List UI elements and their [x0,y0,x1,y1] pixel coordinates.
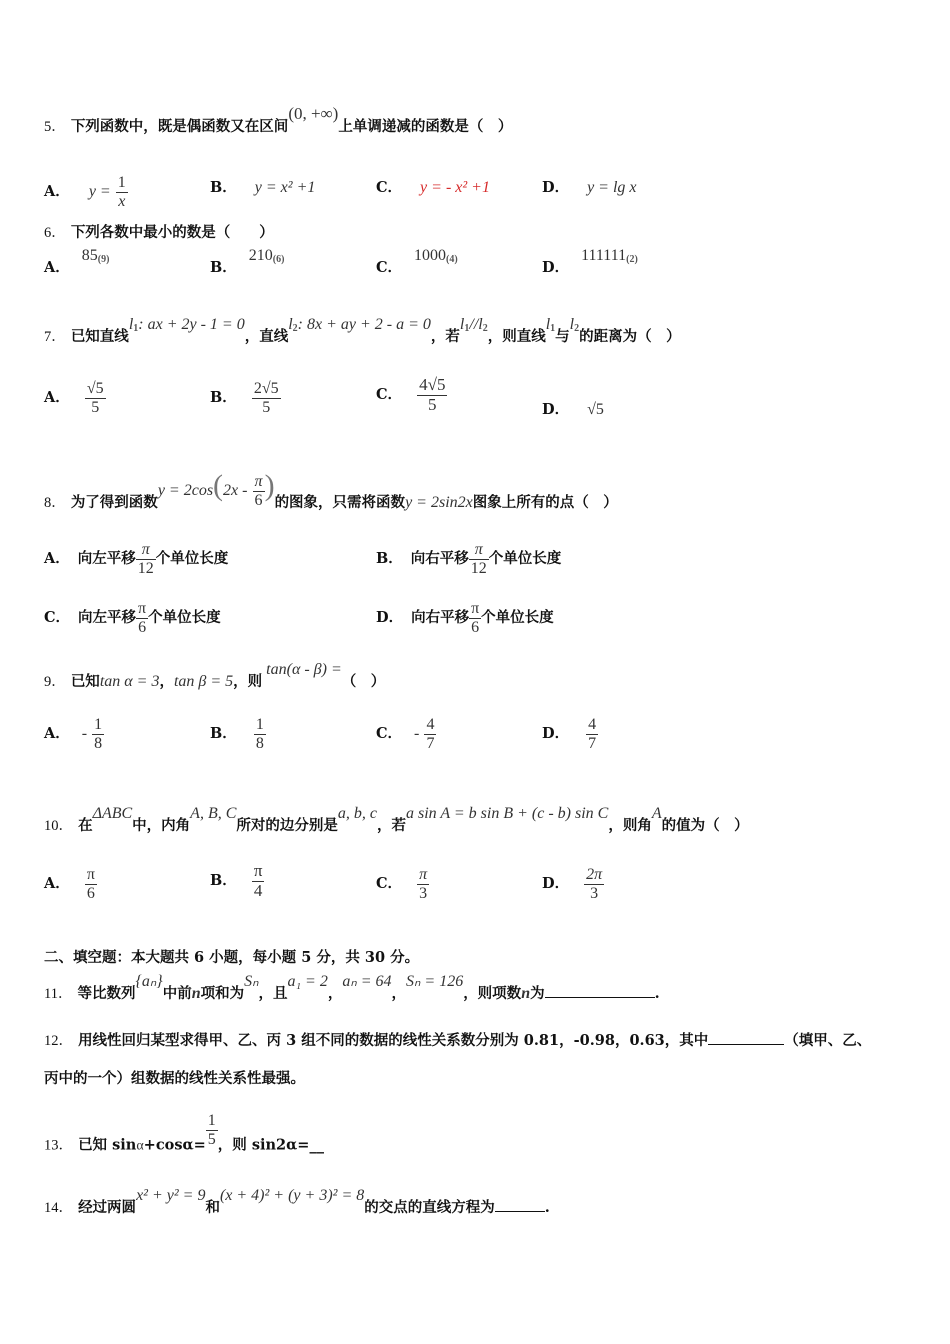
answer-blank[interactable] [495,1211,545,1212]
question-12: 12． 用线性回归某型求得甲、乙、丙 3 组不同的数据的线性关系数分别为 0.81，-0.98，0.63，其中 （填甲、乙、 [44,1032,872,1049]
question-number: 14． [44,1200,73,1216]
question-number: 9． [44,674,66,690]
option-7b[interactable]: B． $\frac{2√5}{5}$ [210,380,279,416]
question-number: 13． [44,1137,73,1154]
question-12-continued: 丙中的一个）组数据的线性关系性最强。 [44,1070,305,1087]
option-10a[interactable]: A． $\frac{\pi}{6}$ [44,866,95,902]
fraction: $\frac{1}{5}$ [207,1112,216,1148]
answer-blank[interactable]: __ [309,1136,324,1154]
line-1-equation: : ax + 2y - 1 = 0 [138,316,245,333]
option-8c[interactable]: C． 向左平移 $\frac{\pi}{6}$ 个单位长度 [44,600,221,636]
option-5a[interactable]: A． y = $\frac{1}{x}$ [44,174,126,210]
fraction: $\frac{\pi}{12}$ [470,541,487,577]
fraction: $\frac{\pi}{6}$ [471,600,480,636]
answer-blank[interactable] [545,997,655,998]
question-number: 6． [44,225,66,241]
line-2-equation: : 8x + ay + 2 - a = 0 [297,316,431,333]
option-5c[interactable]: C． y = - x² +1 [376,179,490,196]
fraction: $\frac{\pi}{12}$ [137,541,154,577]
fraction: $\frac{\pi}{4}$ [253,861,263,900]
fraction: $\frac{1}{8}$ [255,716,264,752]
fraction: $\frac{√5}{5}$ [86,380,104,416]
fraction: $\frac{4}{7}$ [588,716,597,752]
question-number: 12． [44,1033,73,1049]
question-11: 11． 等比数列{aₙ}中前n项和为Sₙ，且a₁ = 2，aₙ = 64，Sₙ = 126，则项数n为 . [44,973,660,1002]
fraction: $\frac{2√5}{5}$ [253,380,279,416]
option-10c[interactable]: C． $\frac{\pi}{3}$ [376,866,428,902]
fraction: $\frac{2\pi}{3}$ [586,866,603,902]
question-10: 10． 在ΔABC中，内角A, B, C所对的边分别是a, b, c，若a sin A = b sin B + (c - b) sin C，则角A的值为（ ） [44,805,749,834]
option-6d[interactable]: D．111111$^{(2)}$ [542,247,638,276]
question-8: 8． 为了得到函数y = 2cos(2x - $\frac{\pi}{6}$ )的图象，只需将函数y = 2sin2x图象上所有的点（ ） [44,469,618,511]
option-9b[interactable]: B． $\frac{1}{8}$ [210,716,264,752]
option-9c[interactable]: C． - $\frac{4}{7}$ [376,716,435,752]
option-8b[interactable]: B． 向右平移 $\frac{\pi}{12}$ 个单位长度 [376,541,562,577]
question-14: 14． 经过两圆x² + y² = 9和(x + 4)² + (y + 3)² = 8的交点的直线方程为 . [44,1187,550,1216]
fraction: $\frac{\pi}{6}$ [86,866,95,902]
option-5d[interactable]: D． y = lg x [542,179,637,196]
option-8a[interactable]: A． 向左平移 $\frac{\pi}{12}$ 个单位长度 [44,541,229,577]
interval: (0, +∞) [288,104,339,123]
question-text: 下列函数中，既是偶函数又在区间 [70,118,289,135]
question-number: 10． [44,818,73,834]
option-10b[interactable]: B． $\frac{\pi}{4}$ [210,861,263,900]
option-7c[interactable]: C． $\frac{4√5}{5}$ [376,375,446,414]
option-6c[interactable]: C．1000$^{(4)}$ [376,247,458,276]
question-number: 8． [44,495,66,511]
question-13: 13． 已知 sinα+cosα= $\frac{1}{5}$ ，则 sin2α=__ [44,1112,324,1154]
option-9a[interactable]: A． - $\frac{1}{8}$ [44,716,103,752]
fraction: $\frac{\pi}{6}$ [138,600,147,636]
option-8d[interactable]: D． 向右平移 $\frac{\pi}{6}$ 个单位长度 [376,600,554,636]
option-9d[interactable]: D． $\frac{4}{7}$ [542,716,597,752]
fraction: $\frac{4}{7}$ [426,716,435,752]
fraction: $\frac{1}{x}$ [117,174,126,210]
question-7: 7． 已知直线$l_1$: ax + 2y - 1 = 0，直线$l_2$: 8x + ay + 2 - a = 0，若$l_1//l_2$，则直线$l_1$与$l_2$的距离为（ ） [44,316,681,345]
fraction: $\frac{\pi}{6}$ [254,472,263,509]
question-6 [44,221,274,242]
answer-blank[interactable] [708,1044,784,1045]
question-9: 9． 已知tan α = 3，tan β = 5，则tan(α - β) =（ ） [44,661,386,690]
fraction: $\frac{4√5}{5}$ [419,375,446,414]
question-5 [44,104,513,136]
option-6a[interactable]: A．85$^{(9)}$ [44,247,110,276]
question-number: 5． [44,119,66,135]
question-text: 上单调递减的函数是（ ） [338,118,513,135]
option-7a[interactable]: A． $\frac{√5}{5}$ [44,380,104,416]
option-10d[interactable]: D． $\frac{2\pi}{3}$ [542,866,603,902]
option-5b[interactable]: B． y = x² +1 [210,179,316,196]
option-7d[interactable]: D． √5 [542,401,604,418]
section-heading: 二、填空题：本大题共 6 小题，每小题 5 分，共 30 分。 [44,949,420,966]
question-text: 下列各数中最小的数是（ ） [70,224,274,241]
question-number: 11． [44,986,73,1002]
fraction: $\frac{1}{8}$ [94,716,103,752]
fraction: $\frac{\pi}{3}$ [419,866,428,902]
question-number: 7． [44,329,66,345]
option-6b[interactable]: B．210$^{(6)}$ [210,247,285,276]
